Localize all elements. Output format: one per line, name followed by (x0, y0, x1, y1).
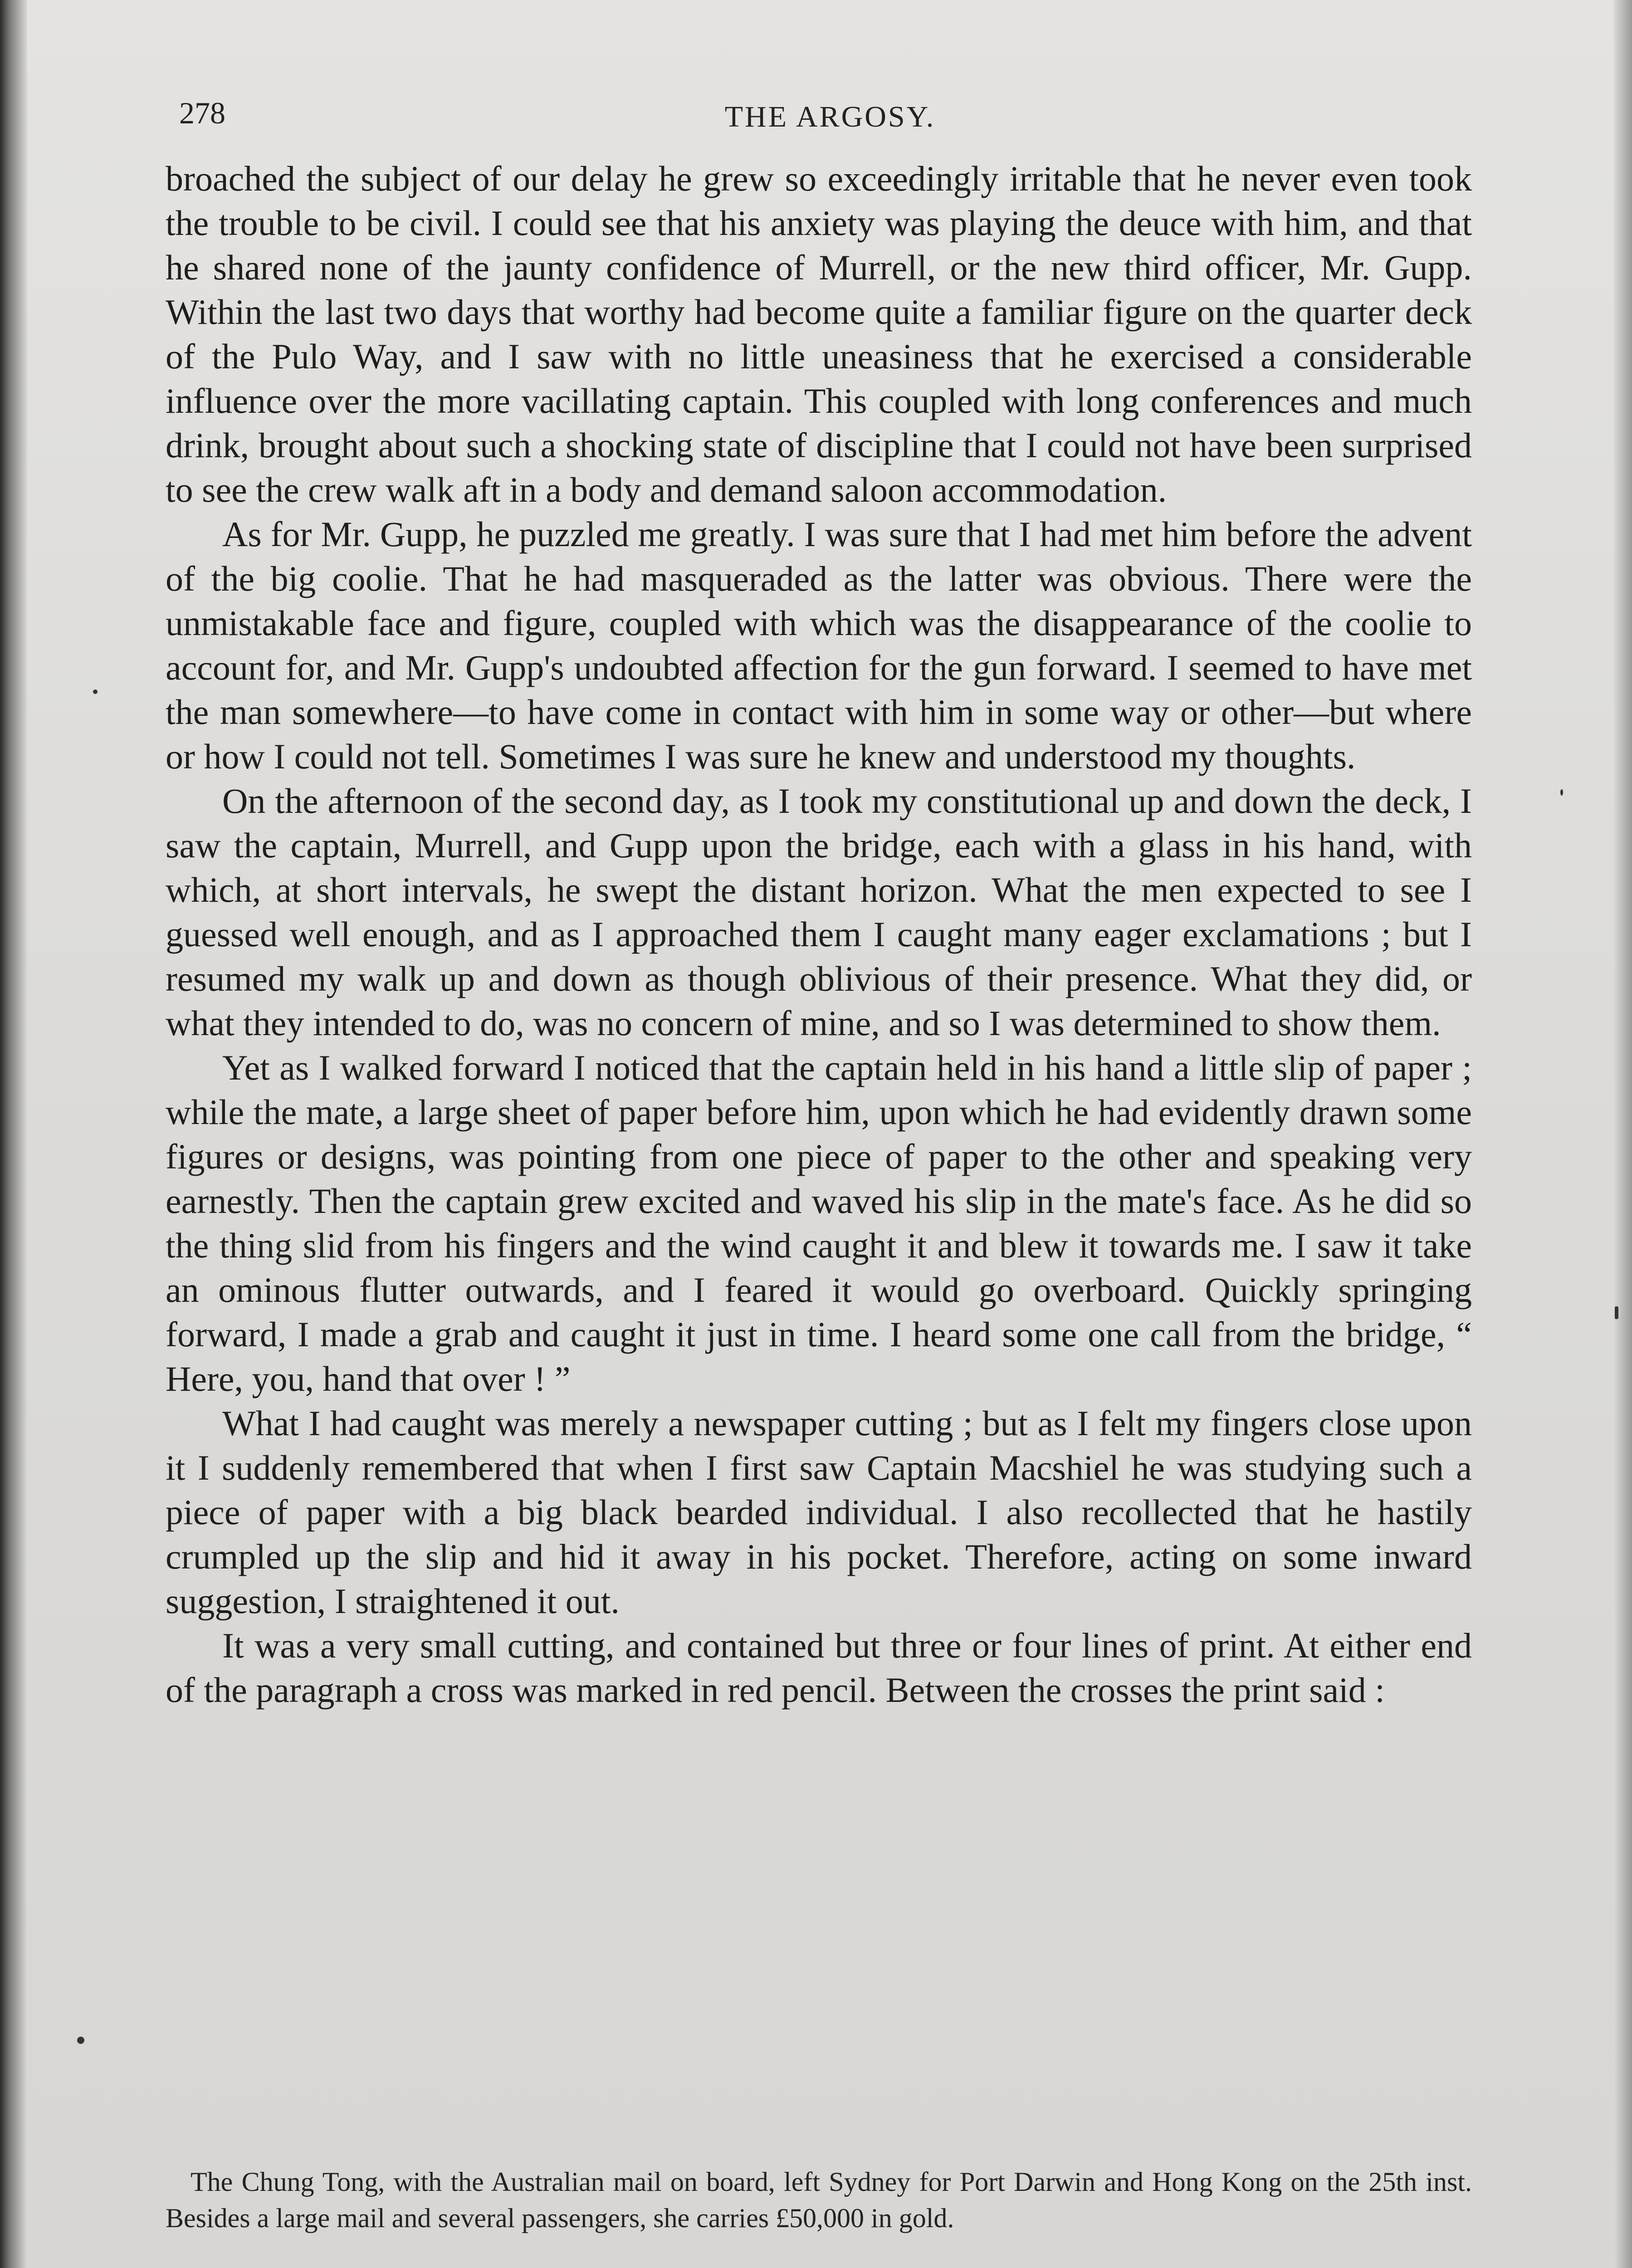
paragraph-4: Yet as I walked forward I noticed that the captain held in his hand a little slip of paper ; while the mate, a large sheet of paper before him, upon which he had evidently drawn some figures or designs, was pointing from one piece of paper to the other and speaking very earnestly. Then the captain grew excited and waved his slip in the mate's face. As he did so the thing slid from his fingers and the wind caught it and blew it towards me. I saw it take an ominous flutter outwards, and I feared it would go overboard. Quickly springing forward, I made a grab and caught it just in time. I heard some one call from the bridge, “ Here, you, hand that over ! ” (166, 1048, 1472, 1398)
ink-speck (1615, 1306, 1618, 1319)
paragraph-3: On the afternoon of the second day, as I took my constitutional up and down the deck, I saw the captain, Murrell, and Gupp upon the bridge, each with a glass in his hand, with which, at short intervals, he swept the distant horizon. What the men expected to see I guessed well enough, and as I approached them I caught many eager exclamations ; but I resumed my walk up and down as though oblivious of their presence. What they did, or what they intended to do, was no concern of mine, and so I was determined to show them. (166, 781, 1472, 1043)
page-header (179, 95, 1481, 145)
scan-edge-left (0, 0, 27, 2268)
scan-edge-right (1614, 0, 1632, 2268)
newspaper-cutting-quote: The Chung Tong, with the Australian mail on board, left Sydney for Port Darwin and Hong Kong on the 25th inst. Besides a large mail and several passengers, she carries £50,000 in gold. (166, 2167, 1472, 2233)
paragraph-5: What I had caught was merely a newspaper cutting ; but as I felt my fingers close upon it I suddenly remembered that when I first saw Captain Macshiel he was studying such a piece of paper with a big black bearded individual. I also recollected that he hastily crumpled up the slip and hid it away in his pocket. Therefore, acting on some inward suggestion, I straightened it out. (166, 1403, 1472, 1621)
ink-speck (1560, 789, 1563, 796)
paragraph-1: broached the subject of our delay he grew so exceedingly irritable that he never even took the trouble to be civil. I could see that his anxiety was playing the deuce with him, and that he shared none of the jaunty confidence of Murrell, or the new third officer, Mr. Gupp. Within the last two days that worthy had become quite a familiar figure on the quarter deck of the Pulo Way, and I saw with no little uneasiness that he exercised a considerable influence over the more vacillating captain. This coupled with long conferences and much drink, brought about such a shocking state of discipline that I could not have been surprised to see the crew walk aft in a body and demand saloon accommodation. (166, 159, 1472, 509)
paragraph-2: As for Mr. Gupp, he puzzled me greatly. I was sure that I had met him before the advent of the big coolie. That he had masqueraded as the latter was obvious. There were the unmistakable face and figure, coupled with which was the disappearance of the coolie to account for, and Mr. Gupp's undoubted affection for the gun forward. I seemed to have met the man somewhere—to have come in contact with him in some way or other—but where or how I could not tell. Sometimes I was sure he knew and understood my thoughts. (166, 514, 1472, 776)
body-text (166, 156, 1472, 1712)
ink-speck (93, 689, 98, 694)
page-number: 278 (179, 96, 225, 130)
paragraph-6: It was a very small cutting, and contained but three or four lines of print. At either end of the paragraph a cross was marked in red pencil. Between the crosses the print said : (166, 1626, 1472, 1710)
ink-speck (77, 2037, 84, 2044)
running-head: THE ARGOSY. (724, 100, 936, 133)
